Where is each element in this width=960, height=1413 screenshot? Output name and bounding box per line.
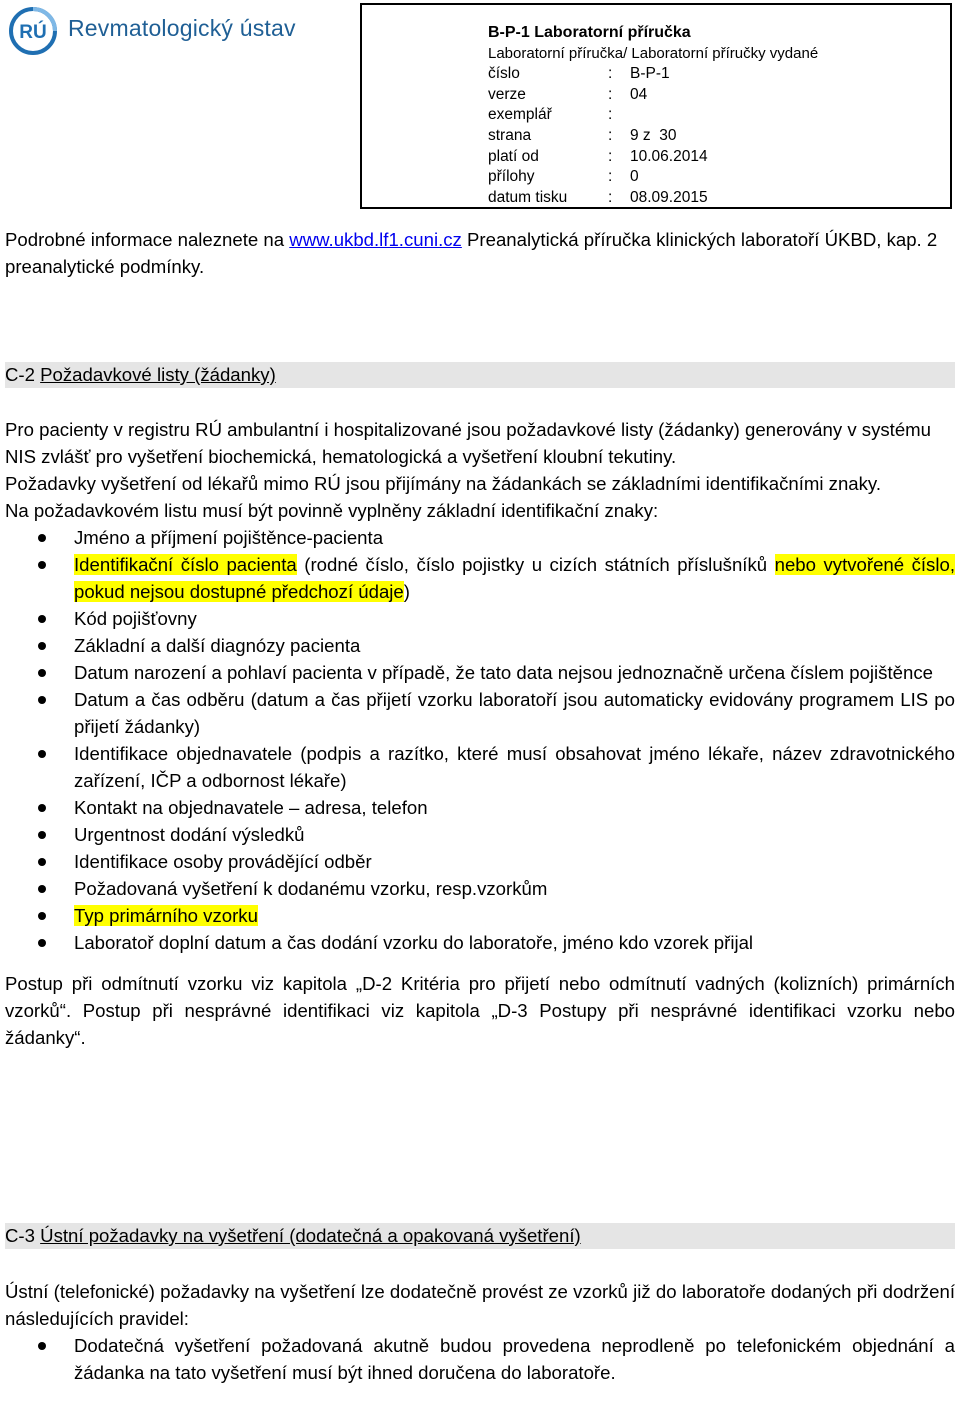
list-item-text: (rodné číslo, číslo pojistky u cizích státních příslušníků [296, 554, 775, 575]
section-number: C-3 [5, 1225, 41, 1246]
rules-list [5, 1332, 955, 1386]
logo-text: Revmatologický ústav [68, 15, 296, 41]
paragraph: Na požadavkovém listu musí být povinně vyplněny základní identifikační znaky: [5, 500, 659, 521]
doc-subtitle: Laboratorní příručka/ Laboratorní příručky vydané [488, 44, 819, 62]
field-row [488, 64, 950, 85]
paragraph: Postup při odmítnutí vzorku viz kapitola „D-2 Kritéria pro přijetí nebo odmítnutí vadných (kolizních) primárních vzorků“. Postup při nesprávné identifikaci viz kapitola „D-3 Postupy při nesprávné identifikaci vzorku nebo žádanky“. [5, 973, 955, 1048]
field-row [488, 147, 950, 168]
list-item: Jméno a příjmení pojištěnce-pacienta [5, 524, 955, 551]
field-label: strana [488, 126, 532, 144]
list-item: Kontakt na objednavatele – adresa, telefon [5, 794, 955, 821]
list-item: Požadovaná vyšetření k dodanému vzorku, resp.vzorkům [5, 875, 955, 902]
list-item: Identifikace osoby provádějící odběr [5, 848, 955, 875]
list-item: Laboratoř doplní datum a čas dodání vzorku do laboratoře, jméno kdo vzorek přijal [5, 929, 955, 956]
paragraph: Požadavky vyšetření od lékařů mimo RÚ jsou přijímány na žádankách se základními identifikačními znaky. [5, 473, 882, 494]
highlighted-text: nebo vytvořené číslo, pokud nejsou dostupné předchozí údaje [74, 554, 955, 602]
field-label: platí od [488, 147, 539, 165]
field-row [488, 85, 950, 106]
section-title: Požadavkové listy (žádanky) [40, 364, 276, 385]
field-label: verze [488, 85, 526, 103]
field-row [488, 167, 950, 188]
field-colon: : [608, 85, 613, 103]
section-c2-body [5, 416, 955, 1051]
paragraph: Ústní (telefonické) požadavky na vyšetření lze dodatečně provést ze vzorků již do laboratoře dodaných při dodržení následujících pravidel: [5, 1281, 955, 1329]
section-c3-body [5, 1278, 955, 1386]
highlighted-text: Typ primárního vzorku [74, 905, 258, 926]
intro-prefix: Podrobné informace naleznete na [5, 229, 290, 250]
list-item-text: ) [403, 581, 410, 602]
list-item: Datum narození a pohlaví pacienta v případě, že tato data nejsou jednoznačně určena číslem pojištěnce [5, 659, 955, 686]
ukbd-link[interactable]: www.ukbd.lf1.cuni.cz [289, 229, 462, 250]
field-label: exemplář [488, 106, 552, 124]
highlighted-text: Identifikační číslo pacienta [74, 554, 297, 575]
field-value: 9 z 30 [630, 126, 677, 144]
list-item [5, 551, 955, 605]
list-item: Urgentnost dodání výsledků [5, 821, 955, 848]
field-row [488, 105, 950, 126]
list-item: Identifikace objednavatele (podpis a razítko, které musí obsahovat jméno lékaře, název zdravotnického zařízení, IČP a odbornost lékaře) [5, 740, 955, 794]
field-colon: : [608, 147, 613, 165]
field-label: přílohy [488, 168, 535, 186]
field-row [488, 126, 950, 147]
field-colon: : [608, 126, 613, 144]
field-colon: : [608, 65, 613, 83]
field-colon: : [608, 188, 613, 206]
document-info-box [360, 3, 952, 209]
field-value: 10.06.2014 [630, 147, 708, 165]
list-item [5, 902, 955, 929]
section-number: C-2 [5, 364, 41, 385]
field-label: datum tisku [488, 188, 568, 206]
section-heading-c2 [5, 362, 955, 388]
list-item: Dodatečná vyšetření požadovaná akutně budou provedena neprodleně po telefonickém objednání a žádanka na tato vyšetření musí být ihned doručena do laboratoře. [5, 1332, 955, 1386]
field-row [488, 188, 950, 209]
section-title: Ústní požadavky na vyšetření (dodatečná a opakovaná vyšetření) [40, 1225, 581, 1246]
field-value: 04 [630, 85, 648, 103]
logo-mark-icon [8, 6, 58, 56]
list-item: Kód pojišťovny [5, 605, 955, 632]
intro-paragraph [5, 226, 955, 280]
intro-suffix: Preanalytická příručka klinických laboratoří ÚKBD, kap. 2 preanalytické podmínky. [5, 229, 943, 277]
identification-list [5, 524, 955, 956]
field-value: 08.09.2015 [630, 188, 708, 206]
field-colon: : [608, 168, 613, 186]
list-item: Základní a další diagnózy pacienta [5, 632, 955, 659]
doc-title: B-P-1 Laboratorní příručka [488, 24, 691, 41]
field-label: číslo [488, 65, 520, 83]
paragraph: Pro pacienty v registru RÚ ambulantní i hospitalizované jsou požadavkové listy (žádanky) generovány v systému NIS zvlášť pro vyšetření biochemická, hematologická a vyšetření kloubní tekutiny. [5, 419, 932, 467]
logo [8, 6, 348, 58]
section-heading-c3 [5, 1223, 955, 1249]
list-item: Datum a čas odběru (datum a čas přijetí vzorku laboratoří jsou automaticky evidovány programem LIS po přijetí žádanky) [5, 686, 955, 740]
field-value: 0 [630, 168, 639, 186]
field-value: B-P-1 [630, 65, 670, 83]
logo-abbr: RÚ [19, 22, 47, 43]
field-colon: : [608, 106, 613, 124]
